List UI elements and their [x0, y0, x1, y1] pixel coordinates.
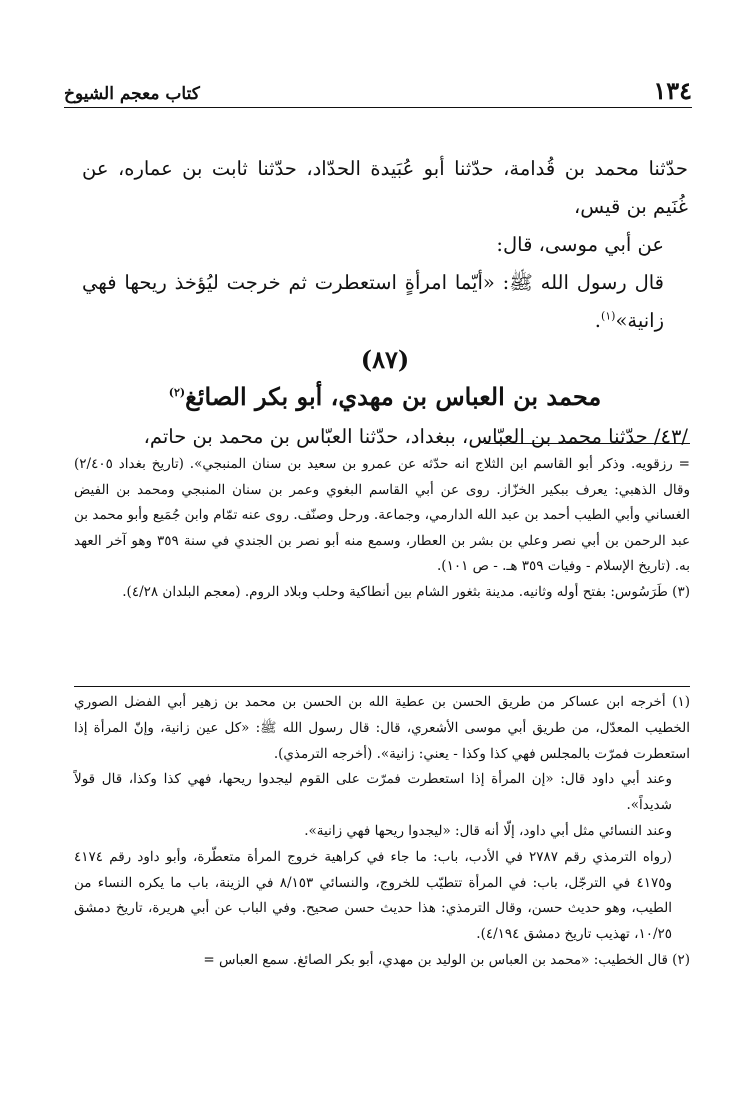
- footnote-3: (٣) طَرَسُوس: بفتح أوله وثانيه. مدينة بثغور الشام بين أنطاكية وحلب وبلاد الروم. (معجم البلدان ٤/٢٨).: [122, 583, 690, 600]
- footnote-2: (٢) قال الخطيب: «محمد بن العباس بن الوليد بن مهدي، أبو بكر الصائغ. سمع العباس =: [203, 951, 690, 968]
- footnote-1-sources: (رواه الترمذي رقم ٢٧٨٧ في الأدب، باب: ما جاء في كراهية خروج المرأة متعطّرة، وأبو داود رقم ٤١٧٤ و٤١٧٥ في الترجّل، باب: في المرأة تتطيّب للخروج، والنسائي ٨/١٥٣ في الزينة، باب ما يكره النساء من الطيب، وهو حديث حسن، وقال الترمذي: هذا حديث حسن صحيح. وفي الباب عن أبي هريرة، تاريخ دمشق ١٠/٢٥، تهذيب تاريخ دمشق ٤/١٩٤).: [74, 848, 673, 943]
- hadith-text-body: قال رسول الله ﷺ: «أيّما امرأةٍ استعطرت ثم خرجت ليُؤخذ ريحها فهي زانية»: [82, 271, 664, 332]
- footnote-continuation: = رزقويه. وذكر أبو القاسم ابن الثلاج انه حدّثه عن عمرو بن سعيد بن سنان المنبجي». (تاريخ بغداد ٢/٤٠٥) وقال الذهبي: يعرف ببكير الخزّاز. روى عن أبي القاسم البغوي وعمر بن سنان المنبجي ومحمد بن الفيض الغساني وأبي الطيب أحمد بن عبد الله الدارمي، وجماعة. ورحل وصنّف. روى عنه تمّام وابن جُمَيع وأبو محمد بن عبد الرحمن بن أبي نصر وعلي بن بشر بن العطار، وسمع منه أبو نصر بن الجندي في سنة ٣٥٩ وهو آخر العهد به. (تاريخ الإسلام - وفيات ٣٥٩ هـ. - ص ١٠١).: [74, 456, 691, 574]
- section-title: [82, 378, 688, 416]
- footnote-ref-2: (٢): [168, 386, 186, 399]
- hadith-text-end: .: [594, 309, 601, 332]
- book-title: كتاب معجم الشيوخ: [64, 84, 200, 104]
- section-number: (٨٧): [360, 345, 410, 374]
- main-text: [82, 150, 688, 456]
- hadith-chain: حدّثنا محمد بن قُدامة، حدّثنا أبو عُبَيدة الحدّاد، حدّثنا ثابت بن عماره، عن غُنَيم بن قيس،: [82, 157, 688, 218]
- hadith-text: [82, 264, 688, 340]
- footnote-separator-long: [74, 686, 690, 687]
- footnote-1-nasai: وعند النسائي مثل أبي داود، إلّا أنه قال: «ليجدوا ريحها فهي زانية».: [304, 822, 672, 839]
- continued-footnotes: [74, 452, 690, 605]
- section-title-text: محمد بن العباس بن مهدي، أبو بكر الصائغ: [185, 382, 602, 411]
- page-header: [64, 72, 692, 108]
- footnote-ref-1: (١): [600, 309, 616, 323]
- footnotes: [74, 690, 690, 974]
- footnote-separator-short: [484, 443, 690, 444]
- footnote-1-abu-dawud: وعند أبي داود قال: «إن المرأة إذا استعطرت فمرّت على القوم ليجدوا ريحها، فهي كذا وكذا، قال قولاً شديداً».: [74, 771, 672, 814]
- page-number: ١٣٤: [653, 76, 692, 105]
- footnote-1: (١) أخرجه ابن عساكر من طريق الحسن بن عطية الله بن الحسن بن محمد بن زهير أبي الفضل الصوري الخطيب المعدّل، من طريق أبي موسى الأشعري، قال: قال رسول الله ﷺ: «كل عين زانية، وإنّ المرأة إذا استعطرت فمرّت بالمجلس فهي كذا وكذا - يعني: زانية». (أخرجه الترمذي).: [74, 694, 690, 762]
- narration-line: /٤٣/ حدّثنا محمد بن العبّاس، ببغداد، حدّثنا العبّاس بن محمد بن حاتم،: [143, 425, 688, 448]
- hadith-narrator: عن أبي موسى، قال:: [496, 233, 664, 256]
